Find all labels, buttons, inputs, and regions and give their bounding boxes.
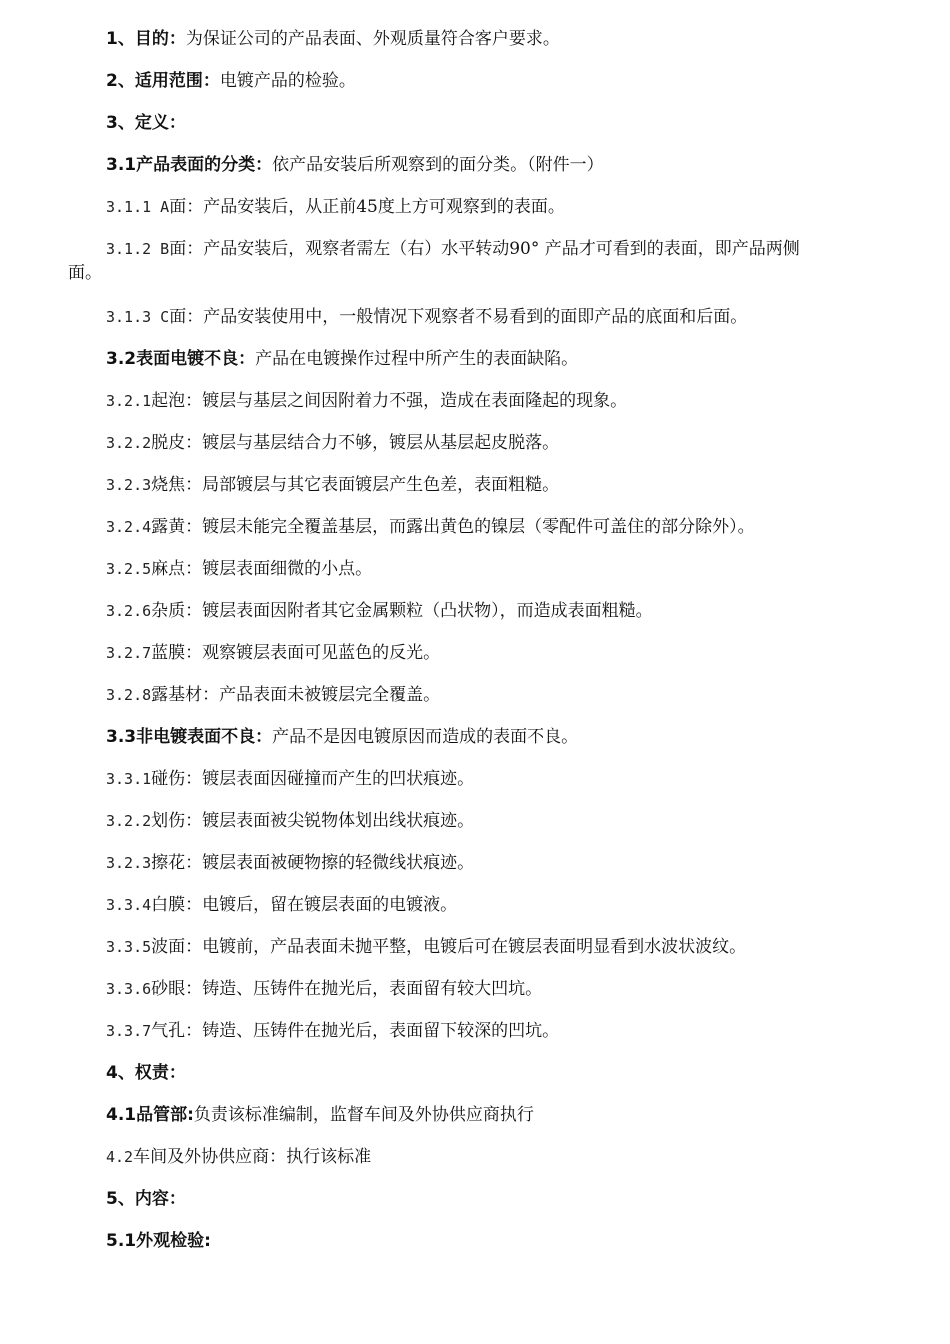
paragraph-3-1: [106, 153, 906, 177]
section-heading: 5.1外观检验:: [106, 1231, 211, 1251]
paragraph-3-2-5: [106, 557, 906, 581]
paragraph-text: 依产品安装后所观察到的面分类。（附件一）: [272, 155, 604, 175]
paragraph-3-2-8: [106, 683, 906, 707]
paragraph-3-2-7: [106, 641, 906, 665]
paragraph-3-3-5: [106, 935, 906, 959]
item-number: 3.3.5: [106, 938, 152, 956]
paragraph-3-3-3: [106, 851, 906, 875]
paragraph-text: 白膜：电镀后，留在镀层表面的电镀液。: [151, 895, 458, 915]
paragraph-text: 负责该标准编制，监督车间及外协供应商执行: [193, 1105, 534, 1125]
paragraph-text: 碰伤：镀层表面因碰撞而产生的凹状痕迹。: [151, 769, 475, 789]
paragraph-3-3-4: [106, 893, 906, 917]
paragraph-text: 露基材：产品表面未被镀层完全覆盖。: [151, 685, 441, 705]
paragraph-scope: [106, 69, 906, 93]
paragraph-3-3-2: [106, 809, 906, 833]
item-number: 3.3.7: [106, 1022, 152, 1040]
paragraph-text: 砂眼：铸造、压铸件在抛光后，表面留有较大凹坑。: [151, 979, 543, 999]
paragraph-3-3-6: [106, 977, 906, 1001]
paragraph-3-1-1: [106, 195, 906, 219]
paragraph-continuation: 面。: [68, 263, 102, 283]
section-heading: 3、定义：: [106, 113, 186, 133]
paragraph-3-3: [106, 725, 906, 749]
paragraph-4-1: [106, 1103, 906, 1127]
item-number: 3.2.6: [106, 602, 152, 620]
item-number: 3.2.3: [106, 476, 152, 494]
item-number: 4.2: [106, 1148, 134, 1166]
paragraph-text: 面：产品安装后，从正前45度上方可观察到的表面。: [169, 197, 565, 217]
paragraph-3-2-1: [106, 389, 906, 413]
paragraph-3-2-4: [106, 515, 906, 539]
section-heading: 5、内容：: [106, 1189, 186, 1209]
paragraph-3-3-7: [106, 1019, 906, 1043]
paragraph-text: 为保证公司的产品表面、外观质量符合客户要求。: [185, 29, 560, 49]
paragraph-3-3-1: [106, 767, 906, 791]
paragraph-text: 产品不是因电镀原因而造成的表面不良。: [272, 727, 579, 747]
paragraph-content: [106, 1187, 906, 1211]
section-heading: 3.1产品表面的分类：: [106, 155, 273, 175]
paragraph-text: 波面：电镀前，产品表面未抛平整，电镀后可在镀层表面明显看到水波状波纹。: [151, 937, 747, 957]
item-number: 3.3.6: [106, 980, 152, 998]
paragraph-purpose: [106, 27, 906, 51]
section-heading: 2、适用范围：: [106, 71, 220, 91]
paragraph-3-1-3: [106, 305, 906, 329]
paragraph-text: 电镀产品的检验。: [219, 71, 356, 91]
item-number: 3.2.5: [106, 560, 152, 578]
paragraph-text: 露黄：镀层未能完全覆盖基层，而露出黄色的镍层（零配件可盖住的部分除外）。: [151, 517, 755, 537]
paragraph-text: 面：产品安装后，观察者需左（右）水平转动90° 产品才可看到的表面，即产品两侧: [169, 239, 800, 259]
item-number: 3.3.4: [106, 896, 152, 914]
item-number: 3.2.7: [106, 644, 152, 662]
paragraph-text: 起泡：镀层与基层之间因附着力不强，造成在表面隆起的现象。: [151, 391, 628, 411]
paragraph-3-2-3: [106, 473, 906, 497]
paragraph-text: 产品在电镀操作过程中所产生的表面缺陷。: [255, 349, 579, 369]
paragraph-definitions: [106, 111, 906, 135]
item-number: 3.1.2 B: [106, 240, 170, 258]
section-heading: 4.1品管部:: [106, 1105, 194, 1125]
item-number: 3.2.3: [106, 854, 152, 872]
section-heading: 3.2表面电镀不良：: [106, 349, 256, 369]
item-number: 3.2.2: [106, 812, 152, 830]
paragraph-text: 车间及外协供应商：执行该标准: [133, 1147, 372, 1167]
paragraph-text: 杂质：镀层表面因附者其它金属颗粒（凸状物），而造成表面粗糙。: [151, 601, 653, 621]
item-number: 3.2.8: [106, 686, 152, 704]
paragraph-text: 蓝膜：观察镀层表面可见蓝色的反光。: [151, 643, 441, 663]
paragraph-text: 麻点：镀层表面细微的小点。: [151, 559, 373, 579]
item-number: 3.1.1 A: [106, 198, 170, 216]
paragraph-3-2: [106, 347, 906, 371]
paragraph-text: 面：产品安装使用中，一般情况下观察者不易看到的面即产品的底面和后面。: [169, 307, 748, 327]
item-number: 3.2.2: [106, 434, 152, 452]
item-number: 3.2.1: [106, 392, 152, 410]
paragraph-text: 脱皮：镀层与基层结合力不够，镀层从基层起皮脱落。: [151, 433, 560, 453]
paragraph-4-2: [106, 1145, 906, 1169]
section-heading: 1、目的：: [106, 29, 186, 49]
paragraph-3-1-2: [68, 237, 906, 285]
paragraph-responsibilities: [106, 1061, 906, 1085]
paragraph-text: 擦花：镀层表面被硬物擦的轻微线状痕迹。: [151, 853, 475, 873]
paragraph-3-2-2: [106, 431, 906, 455]
section-heading: 3.3非电镀表面不良：: [106, 727, 273, 747]
item-number: 3.2.4: [106, 518, 152, 536]
paragraph-text: 烧焦：局部镀层与其它表面镀层产生色差，表面粗糙。: [151, 475, 560, 495]
paragraph-3-2-6: [106, 599, 906, 623]
paragraph-text: 划伤：镀层表面被尖锐物体划出线状痕迹。: [151, 811, 475, 831]
paragraph-text: 气孔：铸造、压铸件在抛光后，表面留下较深的凹坑。: [151, 1021, 560, 1041]
item-number: 3.3.1: [106, 770, 152, 788]
paragraph-5-1: [106, 1229, 906, 1253]
item-number: 3.1.3 C: [106, 308, 170, 326]
section-heading: 4、权责：: [106, 1063, 186, 1083]
